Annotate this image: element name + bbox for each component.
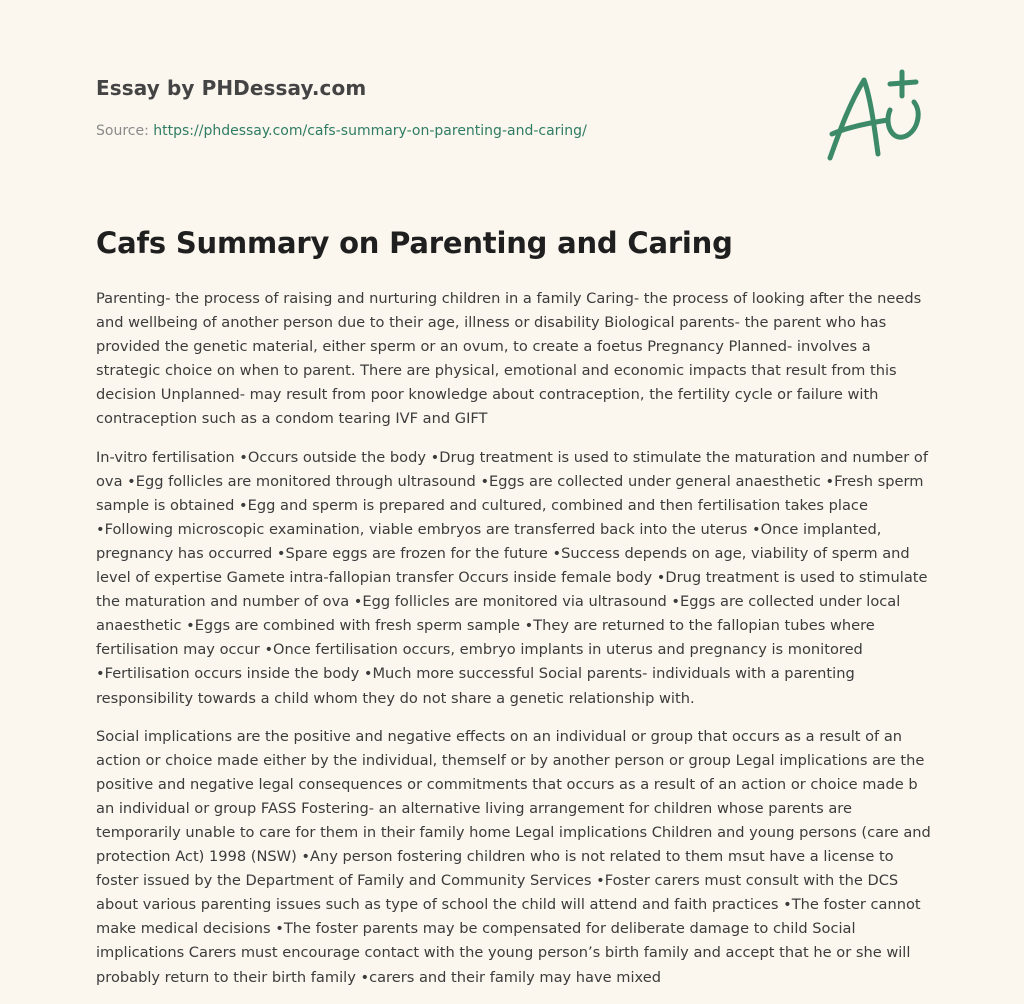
site-name: Essay by PHDessay.com	[96, 76, 367, 100]
essay-paragraph: Parenting- the process of raising and nurturing children in a family Caring- the process of looking after the needs and wellbeing of another person due to their age, illness or disability Biological parents- the parent who has provided the genetic material, either sperm or an ovum, to create a foetus Pregnancy Planned- involves a strategic choice on when to parent. There are physical, emotional and economic impacts that result from this decision Unplanned- may result from poor knowledge about contraception, the fertility cycle or failure with contraception such as a condom tearing IVF and GIFT	[96, 290, 922, 428]
source-label: Source:	[96, 123, 154, 139]
essay-body	[96, 287, 932, 1004]
page-title: Cafs Summary on Parenting and Caring	[96, 226, 733, 260]
essay-paragraph: In-vitro fertilisation •Occurs outside the body •Drug treatment is used to stimulate the maturation and number of ova •Egg follicles are monitored through ultrasound •Eggs are collected under general anaesthetic •Fresh sperm sample is obtained •Egg and sperm is prepared and cultured, combined and then fertilisation takes place •Following microscopic examination, viable embryos are transferred back into the uterus •Once implanted, pregnancy has occurred •Spare eggs are frozen for the future •Success depends on age, viability of sperm and level of expertise Gamete intra-fallopian transfer Occurs inside female body •Drug treatment is used to stimulate the maturation and number of ova •Egg follicles are monitored via ultrasound •Eggs are collected under local anaesthetic •Eggs are combined with fresh sperm sample •They are returned to the fallopian tubes where fertilisation may occur •Once fertilisation occurs, embryo implants in uterus and pregnancy is monitored •Fertilisation occurs inside the body •Much more successful Social parents- individuals with a parenting responsibility towards a child whom they do not share a genetic relationship with.	[96, 448, 928, 707]
a-plus-grade-icon	[818, 66, 930, 166]
source-line	[96, 123, 587, 139]
essay-paragraph: Social implications are the positive and negative effects on an individual or group that occurs as a result of an action or choice made either by the individual, themself or by another person or group Legal implications are the positive and negative legal consequences or commitments that occurs as a result of an action or choice made b an individual or group FASS Fostering- an alternative living arrangement for children whose parents are temporarily unable to care for them in their family home Legal implications Children and young persons (care and protection Act) 1998 (NSW) •Any person fostering children who is not related to them msut have a license to foster issued by the Department of Family and Community Services •Foster carers must consult with the DCS about various parenting issues such as type of school the child will attend and faith practices •The foster cannot make medical decisions •The foster parents may be compensated for deliberate damage to child Social implications Carers must encourage contact with the young person’s birth family and accept that he or she will probably return to their birth family •carers and their family may have mixed	[96, 727, 931, 986]
source-link[interactable]: https://phdessay.com/cafs-summary-on-parenting-and-caring/	[153, 123, 587, 139]
